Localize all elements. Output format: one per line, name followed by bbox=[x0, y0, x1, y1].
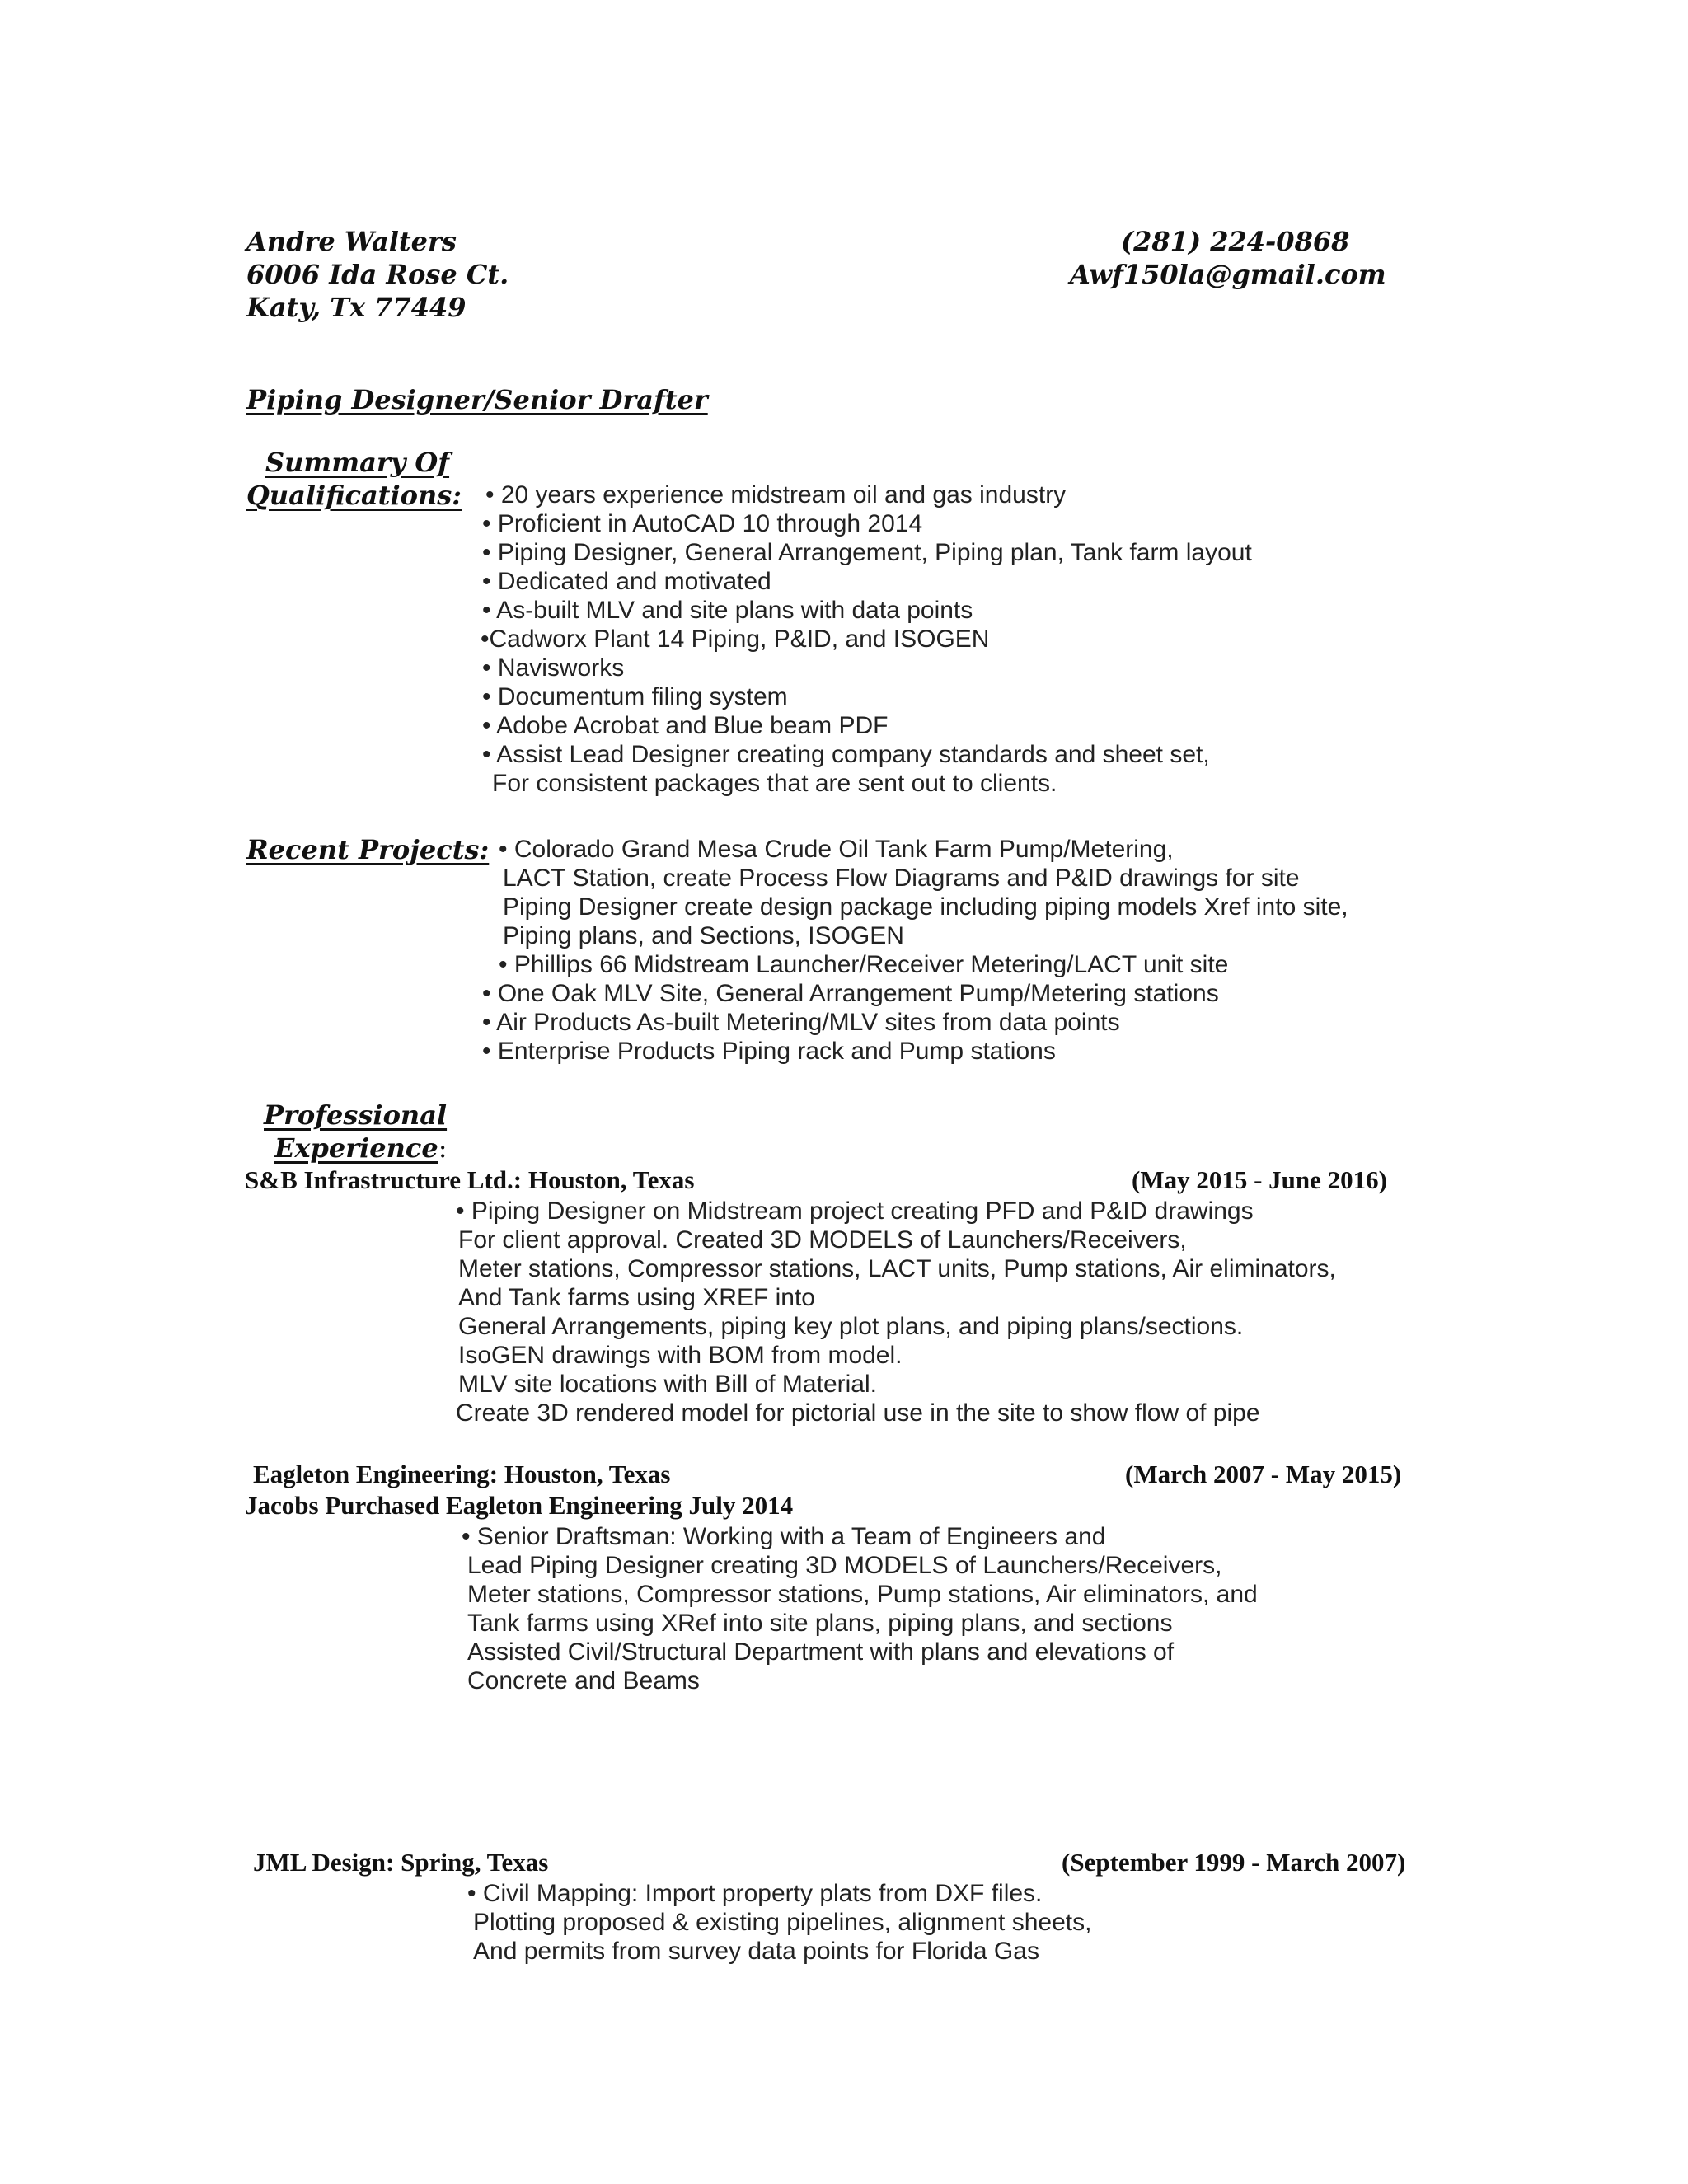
list-item: • One Oak MLV Site, General Arrangement Pump/Metering stations bbox=[482, 980, 1219, 1007]
job-details bbox=[462, 1522, 1258, 1695]
projects-list bbox=[482, 835, 1348, 1066]
experience-heading-2: Experience bbox=[274, 1132, 438, 1164]
list-item: • Adobe Acrobat and Blue beam PDF bbox=[482, 712, 889, 739]
list-item: Lead Piping Designer creating 3D MODELS of Launchers/Receivers, bbox=[467, 1552, 1222, 1579]
list-item: General Arrangements, piping key plot plans, and piping plans/sections. bbox=[458, 1313, 1244, 1340]
contact-name: Andre Walters bbox=[246, 226, 457, 257]
list-item: • Assist Lead Designer creating company standards and sheet set, bbox=[482, 741, 1210, 768]
list-item: And permits from survey data points for Florida Gas bbox=[473, 1938, 1039, 1965]
list-item: • Civil Mapping: Import property plats from DXF files. bbox=[467, 1880, 1043, 1907]
contact-email[interactable]: Awf150la@gmail.com bbox=[1070, 259, 1386, 290]
list-item: Assisted Civil/Structural Department with plans and elevations of bbox=[467, 1638, 1175, 1666]
list-item: For client approval. Created 3D MODELS of Launchers/Receivers, bbox=[458, 1226, 1187, 1254]
job-company: Eagleton Engineering: Houston, Texas bbox=[253, 1460, 671, 1488]
list-item: • Enterprise Products Piping rack and Pump stations bbox=[482, 1038, 1056, 1065]
list-item: • Senior Draftsman: Working with a Team of Engineers and bbox=[462, 1523, 1106, 1550]
qualifications-heading-1: Summary Of bbox=[265, 447, 450, 478]
qualifications-list bbox=[482, 480, 1252, 798]
list-item: • Navisworks bbox=[482, 654, 625, 682]
list-item: •Cadworx Plant 14 Piping, P&ID, and ISOGEN bbox=[481, 626, 990, 653]
list-item: IsoGEN drawings with BOM from model. bbox=[458, 1342, 903, 1369]
experience-heading-colon: : bbox=[438, 1132, 448, 1164]
experience-heading-1: Professional bbox=[264, 1099, 448, 1131]
job-dates: (September 1999 - March 2007) bbox=[1062, 1848, 1406, 1877]
list-item: • Proficient in AutoCAD 10 through 2014 bbox=[482, 510, 923, 537]
list-item: • As-built MLV and site plans with data points bbox=[482, 597, 973, 624]
job-company: S&B Infrastructure Ltd.: Houston, Texas bbox=[245, 1165, 695, 1194]
list-item: LACT Station, create Process Flow Diagrams and P&ID drawings for site bbox=[503, 865, 1300, 892]
job-details bbox=[467, 1879, 1091, 1966]
list-item: • Air Products As-built Metering/MLV sites from data points bbox=[482, 1009, 1120, 1036]
list-item: Meter stations, Compressor stations, LACT units, Pump stations, Air eliminators, bbox=[458, 1255, 1336, 1282]
list-item: Piping plans, and Sections, ISOGEN bbox=[503, 922, 904, 949]
list-item: • Piping Designer, General Arrangement, Piping plan, Tank farm layout bbox=[482, 539, 1252, 566]
list-item: Concrete and Beams bbox=[467, 1667, 700, 1694]
qualifications-heading-2: Qualifications: bbox=[246, 480, 462, 511]
list-item: Piping Designer create design package including piping models Xref into site, bbox=[503, 893, 1348, 921]
job-company: JML Design: Spring, Texas bbox=[253, 1848, 549, 1877]
projects-heading: Recent Projects: bbox=[246, 834, 490, 865]
list-item: Create 3D rendered model for pictorial use in the site to show flow of pipe bbox=[456, 1399, 1260, 1427]
job-dates: (May 2015 - June 2016) bbox=[1132, 1165, 1387, 1194]
contact-street: 6006 Ida Rose Ct. bbox=[246, 259, 509, 290]
list-item: And Tank farms using XREF into bbox=[458, 1284, 815, 1311]
contact-city: Katy, Tx 77449 bbox=[246, 292, 467, 323]
job-note: Jacobs Purchased Eagleton Engineering July 2014 bbox=[245, 1491, 794, 1520]
resume-title: Piping Designer/Senior Drafter bbox=[246, 384, 708, 415]
job-dates: (March 2007 - May 2015) bbox=[1125, 1460, 1402, 1488]
list-item: Tank farms using XRef into site plans, piping plans, and sections bbox=[467, 1610, 1173, 1637]
list-item: • Dedicated and motivated bbox=[482, 568, 771, 595]
list-item: For consistent packages that are sent out to clients. bbox=[492, 770, 1057, 797]
list-item: MLV site locations with Bill of Material. bbox=[458, 1371, 877, 1398]
list-item: • 20 years experience midstream oil and gas industry bbox=[485, 481, 1067, 509]
list-item: • Phillips 66 Midstream Launcher/Receiver Metering/LACT unit site bbox=[499, 951, 1229, 978]
list-item: • Colorado Grand Mesa Crude Oil Tank Farm Pump/Metering, bbox=[499, 836, 1174, 863]
list-item: Plotting proposed & existing pipelines, alignment sheets, bbox=[473, 1909, 1092, 1936]
job-details bbox=[456, 1197, 1336, 1427]
list-item: Meter stations, Compressor stations, Pump stations, Air eliminators, and bbox=[467, 1581, 1258, 1608]
list-item: • Piping Designer on Midstream project creating PFD and P&ID drawings bbox=[456, 1197, 1254, 1225]
list-item: • Documentum filing system bbox=[482, 683, 788, 710]
experience-heading-2-wrap bbox=[274, 1132, 447, 1164]
contact-phone: (281) 224-0868 bbox=[1121, 226, 1350, 257]
